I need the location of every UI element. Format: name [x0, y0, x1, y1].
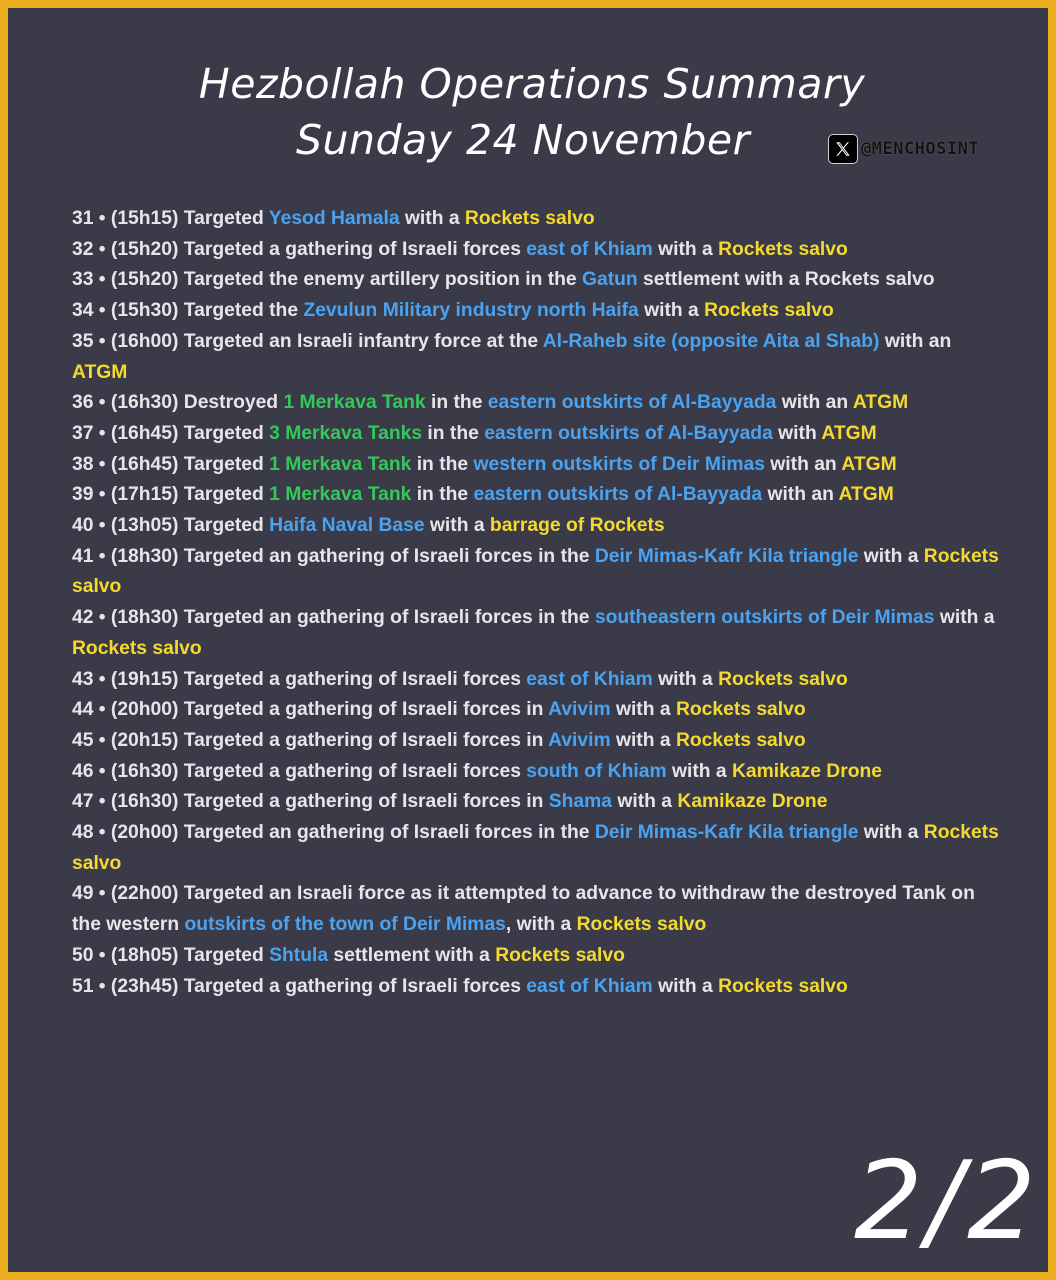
- target-count-text: 1 Merkava Tank: [269, 453, 412, 475]
- weapon-text: Rockets salvo: [704, 300, 834, 322]
- operation-text: with: [772, 422, 822, 444]
- operation-item: [72, 265, 1002, 296]
- operation-text: with an: [762, 484, 839, 506]
- location-text: Deir Mimas-Kafr Kila triangle: [594, 545, 859, 567]
- operation-text: with a: [424, 515, 490, 537]
- operation-text: with a: [399, 208, 465, 229]
- operation-text: 42 • (18h30) Targeted an gathering of Israeli forces in the: [72, 607, 595, 629]
- operation-text: with an: [776, 392, 853, 414]
- weapon-text: ATGM: [838, 484, 894, 506]
- location-text: western outskirts of Deir Mimas: [473, 453, 765, 475]
- weapon-text: Rockets salvo: [718, 238, 848, 260]
- operation-item: [72, 235, 1002, 266]
- operation-text: 51 • (23h45) Targeted a gathering of Israeli forces: [72, 975, 527, 997]
- operation-text: in the: [411, 453, 474, 475]
- target-count-text: 1 Merkava Tank: [283, 392, 426, 414]
- operation-text: with a: [666, 760, 732, 782]
- social-handle: [828, 134, 979, 164]
- location-text: eastern outskirts of Al-Bayyada: [473, 484, 763, 506]
- operations-list: [72, 204, 1002, 1002]
- operation-item: [72, 726, 1002, 757]
- operation-text: settlement with a Rockets salvo: [637, 269, 935, 291]
- operation-item: [72, 542, 1002, 603]
- operation-item: [72, 480, 1002, 511]
- location-text: Gatun: [581, 269, 638, 291]
- location-text: southeastern outskirts of Deir Mimas: [594, 607, 935, 629]
- operation-item: [72, 757, 1002, 788]
- location-text: Shama: [548, 791, 613, 813]
- weapon-text: Rockets salvo: [464, 208, 595, 229]
- operation-text: 32 • (15h20) Targeted a gathering of Israeli forces: [72, 238, 527, 260]
- operation-text: in the: [411, 484, 474, 506]
- operation-text: with a: [652, 668, 719, 690]
- weapon-text: Rockets salvo: [675, 699, 806, 721]
- operation-item: [72, 388, 1002, 419]
- location-text: east of Khiam: [526, 975, 653, 997]
- operation-text: 40 • (13h05) Targeted: [72, 515, 270, 537]
- operation-text: 33 • (15h20) Targeted the enemy artillery position in the: [72, 269, 582, 291]
- operation-item: [72, 695, 1002, 726]
- operation-text: in the: [422, 422, 485, 444]
- operation-text: 44 • (20h00) Targeted a gathering of Israeli forces in: [72, 699, 549, 721]
- weapon-text: Rockets salvo: [72, 637, 202, 659]
- operation-text: 48 • (20h00) Targeted an gathering of Israeli forces in the: [72, 822, 595, 844]
- location-text: east of Khiam: [526, 238, 653, 260]
- weapon-text: ATGM: [72, 361, 128, 383]
- location-text: outskirts of the town of Deir Mimas: [184, 914, 506, 936]
- location-text: eastern outskirts of Al-Bayyada: [487, 392, 777, 414]
- x-logo-icon: [828, 134, 858, 164]
- page-subtitle-date: Sunday 24 November: [296, 116, 750, 164]
- handle-text: @MENCHOSINT: [861, 139, 980, 159]
- location-text: east of Khiam: [526, 668, 653, 690]
- location-text: Avivim: [548, 729, 611, 751]
- operation-text: 35 • (16h00) Targeted an Israeli infantry force at the: [72, 330, 543, 352]
- operation-text: with a: [652, 238, 719, 260]
- location-text: eastern outskirts of Al-Bayyada: [484, 422, 773, 444]
- operation-text: 31 • (15h15) Targeted: [72, 208, 269, 229]
- operation-item: [72, 450, 1002, 481]
- weapon-text: Rockets salvo: [495, 944, 625, 966]
- page-title: Hezbollah Operations Summary: [198, 60, 866, 108]
- weapon-text: Rockets salvo: [72, 545, 999, 598]
- location-text: Zevulun Military industry north Haifa: [303, 300, 639, 322]
- location-text: south of Khiam: [526, 760, 667, 782]
- weapon-text: ATGM: [841, 453, 897, 475]
- operation-item: [72, 204, 1002, 235]
- operation-text: , with a: [505, 914, 577, 936]
- operation-text: 43 • (19h15) Targeted a gathering of Israeli forces: [72, 668, 527, 690]
- weapon-text: ATGM: [852, 392, 909, 414]
- operation-item: [72, 787, 1002, 818]
- operation-item: [72, 665, 1002, 696]
- location-text: Avivim: [548, 699, 611, 721]
- operation-item: [72, 818, 1002, 879]
- operation-text: 36 • (16h30) Destroyed: [72, 392, 284, 414]
- operation-text: with a: [612, 791, 678, 813]
- operation-text: in the: [425, 392, 488, 414]
- operation-text: 39 • (17h15) Targeted: [72, 484, 270, 506]
- operation-item: [72, 511, 1002, 542]
- location-text: Deir Mimas-Kafr Kila triangle: [594, 822, 859, 844]
- weapon-text: Kamikaze Drone: [677, 791, 828, 813]
- operation-text: 49 • (22h00) Targeted an Israeli force as it attempted to advance to withdraw the destroyed Tank on the western: [72, 883, 975, 936]
- location-text: Al-Raheb site (opposite Aita al Shab): [542, 330, 880, 352]
- operation-item: [72, 972, 1002, 1003]
- weapon-text: barrage of Rockets: [489, 515, 665, 537]
- operation-text: with a: [652, 975, 719, 997]
- operation-item: [72, 879, 1002, 940]
- location-text: Haifa Naval Base: [269, 515, 425, 537]
- operation-item: [72, 941, 1002, 972]
- operation-text: 38 • (16h45) Targeted: [72, 453, 270, 475]
- weapon-text: Rockets salvo: [72, 822, 999, 874]
- weapon-text: Rockets salvo: [718, 668, 848, 690]
- operation-item: [72, 327, 1002, 388]
- location-text: Yesod Hamala: [268, 208, 400, 229]
- weapon-text: Kamikaze Drone: [731, 760, 883, 782]
- operation-text: with a: [858, 545, 924, 567]
- operation-text: with a: [934, 607, 995, 629]
- operation-item: [72, 296, 1002, 327]
- operation-item: [72, 419, 1002, 450]
- operation-text: 46 • (16h30) Targeted a gathering of Israeli forces: [72, 760, 527, 782]
- target-count-text: 1 Merkava Tank: [269, 484, 412, 506]
- operation-text: with a: [610, 729, 676, 751]
- operation-text: 50 • (18h05) Targeted: [72, 944, 270, 966]
- operation-text: settlement with a: [328, 944, 496, 966]
- operation-text: with a: [858, 822, 924, 844]
- operation-text: 34 • (15h30) Targeted the: [72, 300, 304, 322]
- page-indicator: 2/2: [854, 1139, 1040, 1264]
- operation-text: with an: [764, 453, 842, 475]
- operation-item: [72, 603, 1002, 664]
- operation-text: 47 • (16h30) Targeted a gathering of Israeli forces in: [72, 791, 549, 813]
- weapon-text: ATGM: [821, 422, 877, 444]
- operation-text: 37 • (16h45) Targeted: [72, 422, 270, 444]
- operation-text: with a: [638, 300, 705, 322]
- operation-text: with a: [610, 699, 676, 721]
- location-text: Shtula: [269, 944, 329, 966]
- operation-text: with an: [879, 330, 952, 352]
- target-count-text: 3 Merkava Tanks: [269, 422, 423, 444]
- weapon-text: Rockets salvo: [718, 975, 848, 997]
- operation-text: 41 • (18h30) Targeted an gathering of Israeli forces in the: [72, 545, 595, 567]
- weapon-text: Rockets salvo: [675, 729, 806, 751]
- weapon-text: Rockets salvo: [576, 914, 707, 936]
- operation-text: 45 • (20h15) Targeted a gathering of Israeli forces in: [72, 729, 549, 751]
